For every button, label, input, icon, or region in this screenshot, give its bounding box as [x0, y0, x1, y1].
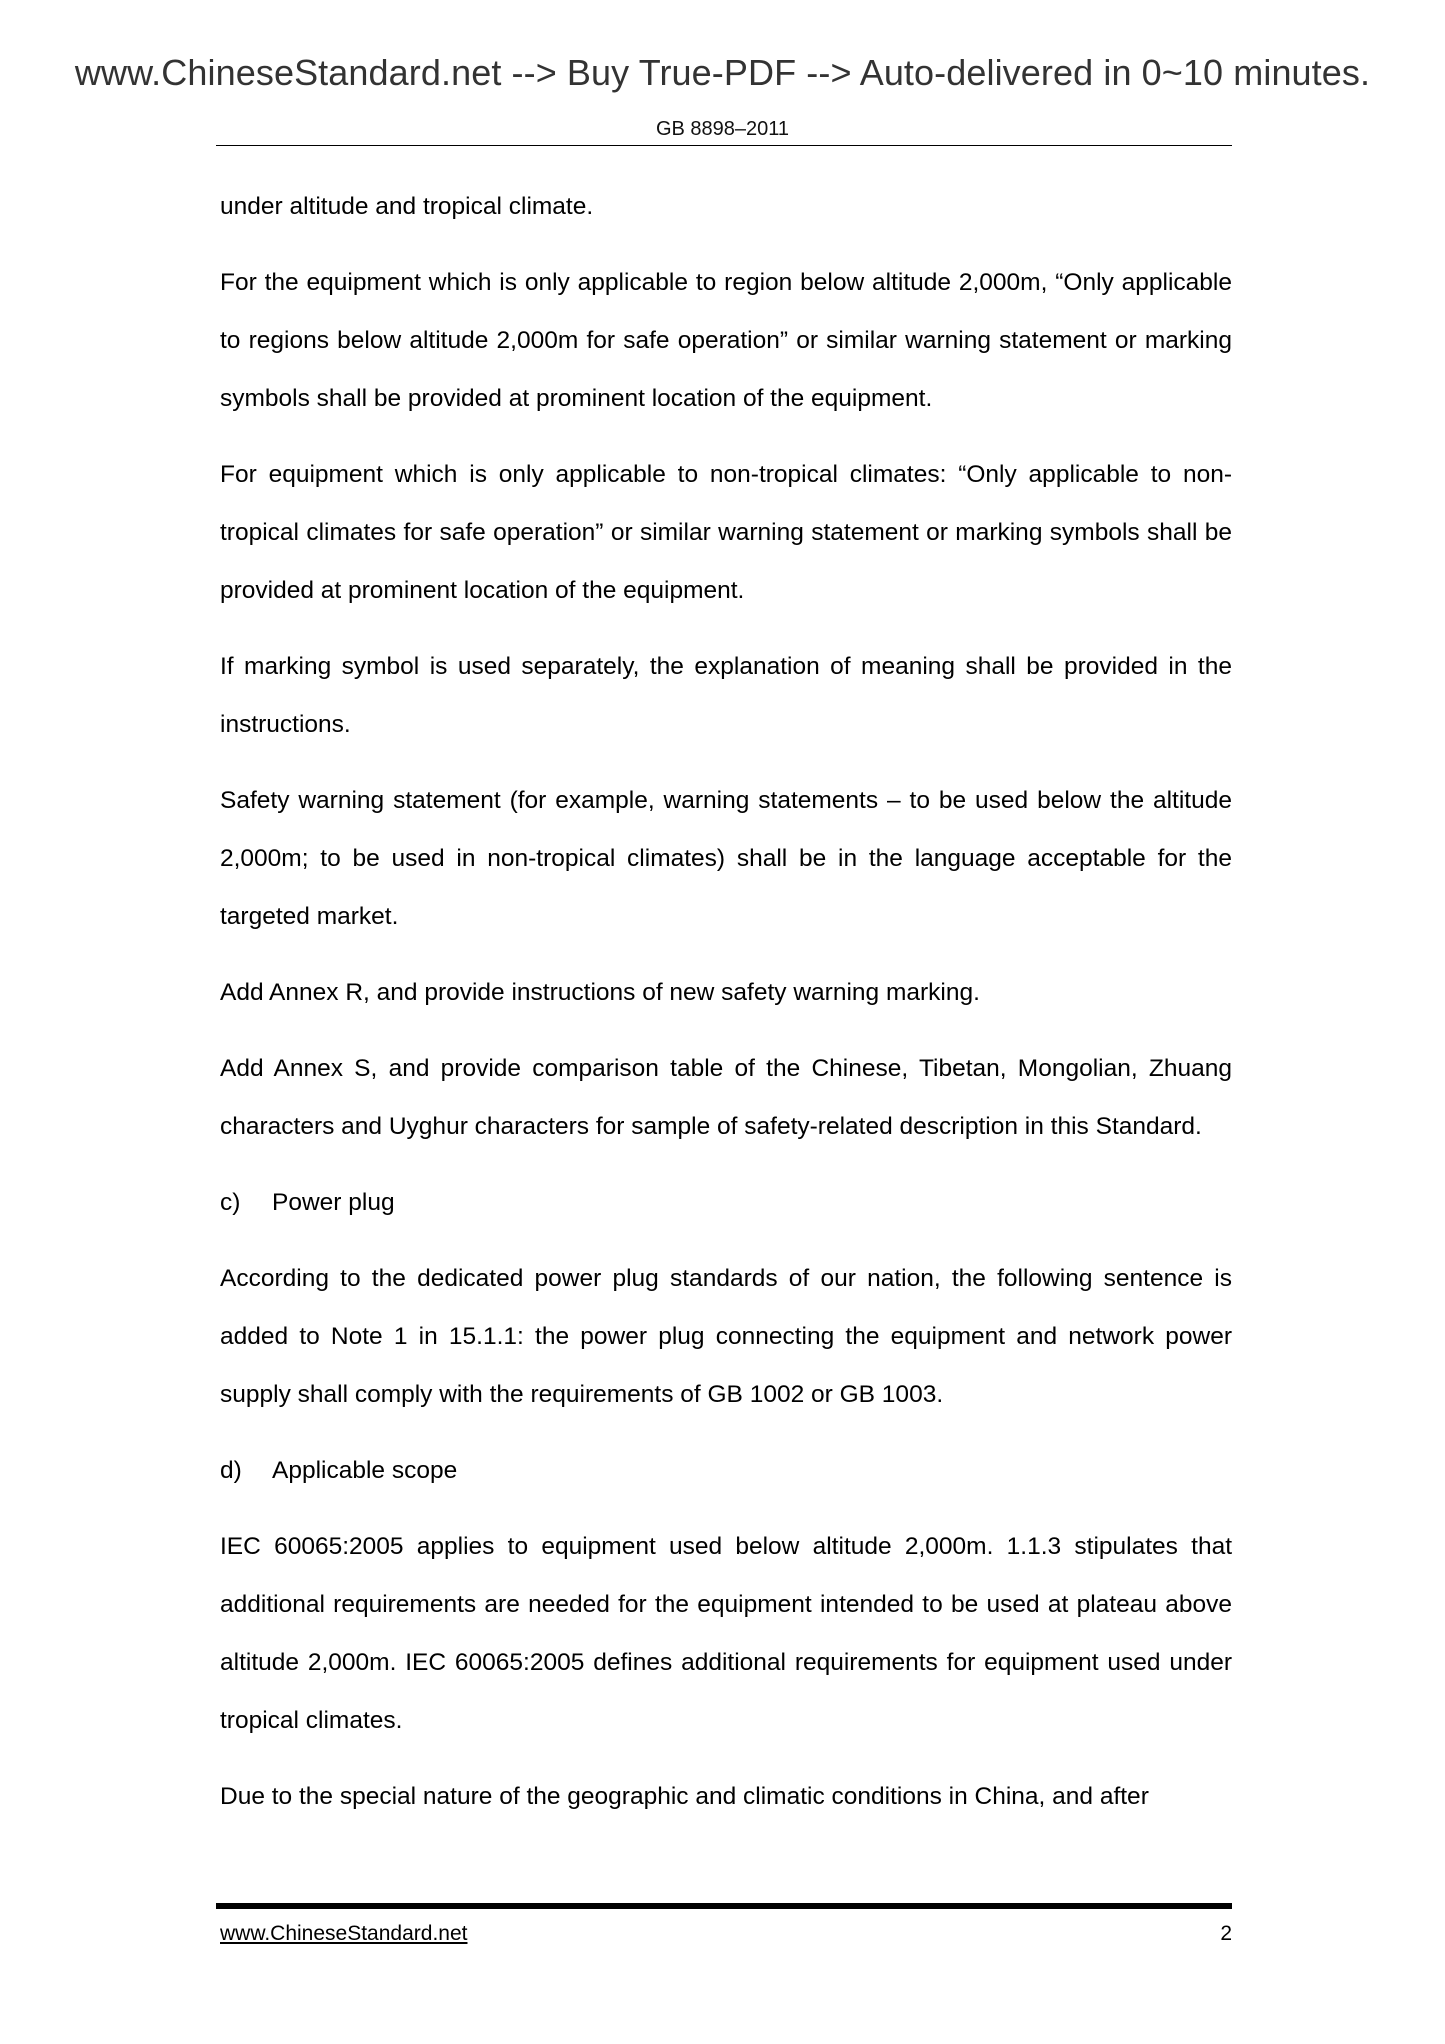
- list-item-applicable-scope: [220, 1442, 1232, 1500]
- paragraph: Safety warning statement (for example, warning statements – to be used below the altitude 2,000m; to be used in non-tropical climates) shall be in the language acceptable for the targeted market.: [220, 787, 1232, 930]
- page-number: 2: [1220, 1922, 1232, 1945]
- page-footer: [220, 1922, 1232, 1946]
- paragraph: If marking symbol is used separately, the explanation of meaning shall be provided in the instructions.: [220, 653, 1232, 738]
- paragraph: Add Annex S, and provide comparison table of the Chinese, Tibetan, Mongolian, Zhuang characters and Uyghur characters for sample of safety-related description in this Standard.: [220, 1055, 1232, 1140]
- item-label: c): [220, 1189, 241, 1216]
- paragraph: under altitude and tropical climate.: [220, 193, 594, 220]
- paragraph: IEC 60065:2005 applies to equipment used below altitude 2,000m. 1.1.3 stipulates that additional requirements are needed for the equipment intended to be used at plateau above altitude 2,000m. IEC 60065:2005 defines additional requirements for equipment used under tropical climates.: [220, 1533, 1232, 1734]
- paragraph: According to the dedicated power plug standards of our nation, the following sentence is added to Note 1 in 15.1.1: the power plug connecting the equipment and network power supply shall comply with the requirements of GB 1002 or GB 1003.: [220, 1265, 1232, 1408]
- footer-rule: [216, 1903, 1232, 1909]
- item-title: Applicable scope: [272, 1457, 458, 1484]
- standard-code: GB 8898–2011: [655, 118, 790, 140]
- document-body: [220, 178, 1232, 1826]
- footer-site-link[interactable]: www.ChineseStandard.net: [220, 1922, 468, 1945]
- header-rule: [216, 145, 1232, 146]
- paragraph: For equipment which is only applicable to non-tropical climates: “Only applicable to non-tropical climates for safe operation” or similar warning statement or marking symbols shall be provided at prominent location of the equipment.: [220, 461, 1232, 604]
- item-label: d): [220, 1457, 242, 1484]
- download-banner: www.ChineseStandard.net --> Buy True-PDF --> Auto-delivered in 0~10 minutes.: [74, 52, 1371, 93]
- list-item-power-plug: [220, 1174, 1232, 1232]
- paragraph: Due to the special nature of the geographic and climatic conditions in China, and after: [220, 1783, 1149, 1810]
- paragraph: Add Annex R, and provide instructions of new safety warning marking.: [220, 979, 980, 1006]
- item-title: Power plug: [272, 1189, 395, 1216]
- paragraph: For the equipment which is only applicable to region below altitude 2,000m, “Only applicable to regions below altitude 2,000m for safe operation” or similar warning statement or marking symbols shall be provided at prominent location of the equipment.: [220, 269, 1232, 412]
